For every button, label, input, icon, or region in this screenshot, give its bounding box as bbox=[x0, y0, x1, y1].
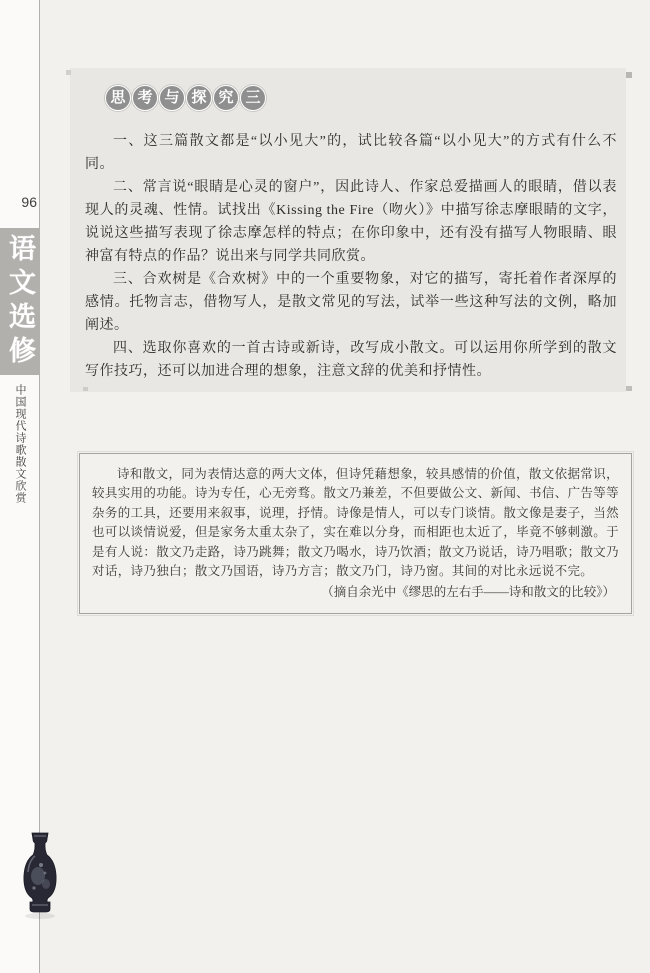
badge-char-circle: 与 bbox=[159, 85, 185, 111]
spine-divider-line bbox=[39, 0, 40, 973]
badge-char-circle: 究 bbox=[213, 85, 239, 111]
print-artifact bbox=[626, 72, 632, 78]
vase-icon bbox=[19, 832, 61, 920]
series-banner bbox=[0, 228, 39, 375]
page-number: 96 bbox=[21, 194, 37, 210]
print-artifact bbox=[83, 387, 88, 391]
quote-text: 诗和散文，同为表情达意的两大文体，但诗凭藉想象，较具感情的价值，散文依据常识，较具实用的功能。诗为专任，心无旁骛。散文乃兼差，不但要做公文、新闻、书信、广告等等杂务的工具，还要用来叙事，说理，抒情。诗像是情人，可以专门谈情。散文像是妻子，当然也可以谈情说爱，但是家务太重太杂了，实在难以分身，而相距也太近了，毕竟不够刺激。于是有人说：散文乃走路，诗乃跳舞；散文乃喝水，诗乃饮酒；散文乃说话，诗乃唱歌；散文乃对话，诗乃独白；散文乃国语，诗乃方言；散文乃门，诗乃窗。其间的对比永远说不完。 bbox=[92, 467, 619, 579]
series-banner-text: 语文选修 bbox=[5, 233, 35, 370]
badge-char-circle: 三 bbox=[240, 85, 266, 111]
book-title-vertical bbox=[0, 384, 39, 504]
badge-char-circle: 思 bbox=[105, 85, 131, 111]
section-title-badge bbox=[105, 85, 267, 111]
question-paragraph: 二、常言说“眼睛是心灵的窗户”，因此诗人、作家总爱描画人的眼睛，借以表现人的灵魂、性情。试找出《Kissing the Fire（吻火）》中描写徐志摩眼睛的文字，说说这些描写表现了徐志摩怎样的特点；在你印象中，还有没有描写人物眼睛、眼神富有特点的作品？说出来与同学共同欣赏。 bbox=[85, 180, 617, 264]
quote-box bbox=[79, 453, 632, 614]
question-paragraph: 四、选取你喜欢的一首古诗或新诗，改写成小散文。可以运用你所学到的散文写作技巧，还可以加进合理的想象，注意文辞的优美和抒情性。 bbox=[85, 341, 617, 379]
questions-panel bbox=[70, 68, 626, 392]
print-artifact bbox=[66, 70, 71, 75]
question-paragraph: 一、这三篇散文都是“以小见大”的，试比较各篇“以小见大”的方式有什么不同。 bbox=[85, 134, 617, 172]
questions-list bbox=[85, 130, 617, 383]
quote-attribution: （摘自余光中《缪思的左右手——诗和散文的比较》） bbox=[321, 585, 615, 600]
question-paragraph: 三、合欢树是《合欢树》中的一个重要物象，对它的描写，寄托着作者深厚的感情。托物言志，借物写人，是散文常见的写法，试举一些这种写法的文例，略加阐述。 bbox=[85, 272, 617, 333]
print-artifact bbox=[626, 386, 632, 391]
badge-char-circle: 探 bbox=[186, 85, 212, 111]
badge-char-circle: 考 bbox=[132, 85, 158, 111]
book-title-text: 中国现代诗歌散文欣赏 bbox=[14, 384, 26, 504]
